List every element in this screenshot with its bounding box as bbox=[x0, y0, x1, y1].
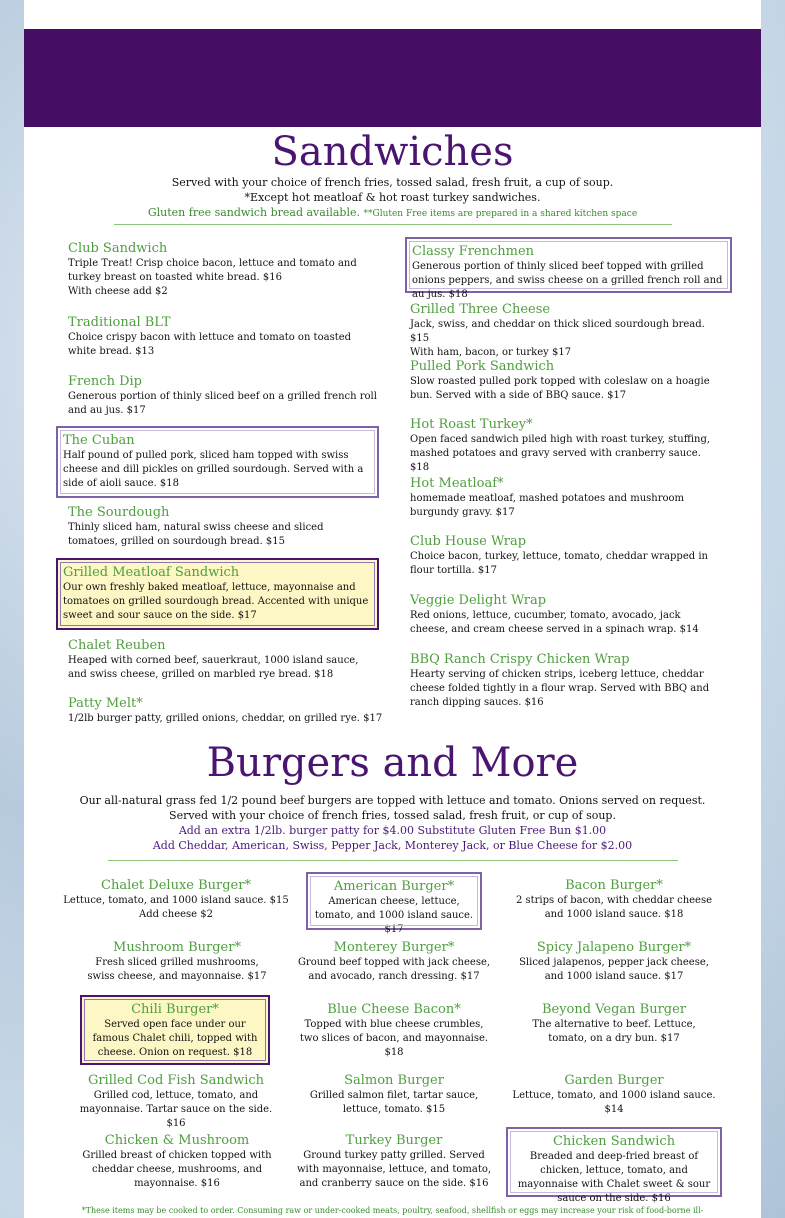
item-description: Open faced sandwich piled high with roast turkey, stuffing, mashed potatoes and gravy served with cranberry sauce. $18 bbox=[410, 434, 711, 473]
item-description: The alternative to beef. Lettuce, tomato, on a dry bun. $17 bbox=[532, 1019, 696, 1044]
menu-item bbox=[294, 1072, 494, 1117]
burgers-addon-line1: Add an extra 1/2lb. burger patty for $4.00 Substitute Gluten Free Bun $1.00 bbox=[178, 824, 607, 837]
item-extra: Add cheese $2 bbox=[138, 909, 214, 920]
item-name: French Dip bbox=[68, 374, 142, 389]
item-name: Mushroom Burger* bbox=[113, 940, 241, 955]
menu-page bbox=[24, 0, 761, 1218]
item-name: Chalet Reuben bbox=[68, 638, 166, 653]
item-description: Red onions, lettuce, cucumber, tomato, avocado, jack cheese, and cream cheese served in a spinach wrap. $14 bbox=[410, 610, 699, 635]
sandwiches-intro-line2: *Except hot meatloaf & hot roast turkey sandwiches. bbox=[244, 191, 541, 204]
gluten-free-bread-note: Gluten free sandwich bread available. bbox=[147, 206, 360, 219]
item-name: Grilled Meatloaf Sandwich bbox=[63, 565, 240, 580]
item-description: Served open face under our famous Chalet chili, topped with cheese. Onion on request. $18 bbox=[92, 1019, 258, 1058]
item-name: The Sourdough bbox=[68, 505, 170, 520]
item-description: Jack, swiss, and cheddar on thick sliced sourdough bread. $15 bbox=[410, 319, 705, 344]
menu-item bbox=[68, 373, 383, 418]
item-name: Classy Frenchmen bbox=[412, 244, 535, 259]
item-description: Heaped with corned beef, sauerkraut, 1000 island sauce, and swiss cheese, grilled on marbled rye bread. $18 bbox=[68, 655, 359, 680]
menu-item bbox=[410, 416, 720, 475]
item-description: Ground beef topped with jack cheese, and avocado, ranch dressing. $17 bbox=[297, 957, 491, 982]
item-description: Sliced jalapenos, pepper jack cheese, and 1000 island sauce. $17 bbox=[519, 957, 709, 982]
menu-item bbox=[68, 240, 358, 299]
item-name: Grilled Cod Fish Sandwich bbox=[87, 1073, 265, 1088]
featured-menu-item bbox=[306, 872, 482, 935]
menu-item bbox=[292, 1132, 496, 1191]
item-description: Grilled cod, lettuce, tomato, and mayonnaise. Tartar sauce on the side. $16 bbox=[79, 1090, 273, 1129]
food-safety-footnote: *These items may be cooked to order. Consuming raw or under-cooked meats, poultry, seafood, shellfish or eggs may increase your risk of food-borne ill- bbox=[81, 1206, 704, 1215]
menu-item bbox=[410, 475, 725, 520]
item-name: Grilled Three Cheese bbox=[410, 302, 551, 317]
item-description: Lettuce, tomato, and 1000 island sauce. $14 bbox=[512, 1090, 716, 1115]
gluten-free-note bbox=[24, 205, 761, 222]
burgers-title: Burgers and More bbox=[206, 740, 579, 786]
item-description: Fresh sliced grilled mushrooms, swiss cheese, and mayonnaise. $17 bbox=[87, 957, 267, 982]
item-name: Pulled Pork Sandwich bbox=[410, 359, 555, 374]
item-description: Triple Treat! Crisp choice bacon, lettuce and tomato and turkey breast on toasted white bread. $16 bbox=[68, 258, 357, 283]
item-extra: With cheese add $2 bbox=[68, 286, 168, 297]
header-banner bbox=[24, 29, 761, 127]
item-name: Club Sandwich bbox=[68, 241, 168, 256]
item-description: Generous portion of thinly sliced beef topped with grilled onions peppers, and swiss cheese on a grilled french roll and au jus. $18 bbox=[412, 261, 723, 300]
item-description: Our own freshly baked meatloaf, lettuce, mayonnaise and tomatoes on grilled sourdough bread. Accented with unique sweet and sour sauce on the side. $17 bbox=[63, 582, 369, 621]
menu-item bbox=[410, 651, 725, 710]
burgers-divider bbox=[108, 860, 678, 861]
menu-item bbox=[410, 592, 715, 637]
item-name: Traditional BLT bbox=[68, 315, 171, 330]
item-name: American Burger* bbox=[333, 879, 455, 894]
menu-item bbox=[82, 939, 272, 984]
featured-menu-item bbox=[405, 237, 732, 300]
item-name: Garden Burger bbox=[564, 1073, 664, 1088]
item-description: 2 strips of bacon, with cheddar cheese and 1000 island sauce. $18 bbox=[515, 895, 713, 920]
item-description: Lettuce, tomato, and 1000 island sauce. $15 bbox=[63, 895, 289, 906]
gluten-free-kitchen-note: **Gluten Free items are prepared in a shared kitchen space bbox=[363, 209, 638, 219]
item-name: Chicken Sandwich bbox=[552, 1134, 676, 1149]
sandwiches-title: Sandwiches bbox=[271, 129, 514, 175]
burgers-intro-line1: Our all-natural grass fed 1/2 pound beef burgers are topped with lettuce and tomato. Onions served on request. bbox=[79, 794, 706, 807]
burgers-intro-line2: Served with your choice of french fries, tossed salad, fresh fruit, or cup of soup. bbox=[169, 809, 616, 822]
item-description: Half pound of pulled pork, sliced ham topped with swiss cheese and dill pickles on grilled sourdough. Served with a side of aioli sauce. $18 bbox=[63, 450, 364, 489]
item-name: Club House Wrap bbox=[410, 534, 527, 549]
item-name: Blue Cheese Bacon* bbox=[327, 1002, 461, 1017]
menu-item bbox=[514, 877, 714, 922]
item-name: Salmon Burger bbox=[344, 1073, 444, 1088]
item-description: homemade meatloaf, mashed potatoes and mushroom burgundy gravy. $17 bbox=[410, 493, 685, 518]
item-description: Generous portion of thinly sliced beef on a grilled french roll and au jus. $17 bbox=[68, 391, 377, 416]
menu-item bbox=[82, 1132, 272, 1191]
item-description: Thinly sliced ham, natural swiss cheese and sliced tomatoes, grilled on sourdough bread. $15 bbox=[68, 522, 324, 547]
item-description: Grilled breast of chicken topped with cheddar cheese, mushrooms, and mayonnaise. $16 bbox=[82, 1150, 272, 1189]
menu-item bbox=[68, 695, 388, 726]
menu-item bbox=[68, 637, 368, 682]
item-name: Spicy Jalapeno Burger* bbox=[536, 940, 692, 955]
item-description: Slow roasted pulled pork topped with coleslaw on a hoagie bun. Served with a side of BBQ sauce. $17 bbox=[410, 376, 710, 401]
item-description: Topped with blue cheese crumbles, two slices of bacon, and mayonnaise. $18 bbox=[299, 1019, 489, 1058]
menu-item bbox=[68, 504, 368, 549]
menu-item bbox=[518, 939, 710, 984]
item-name: Bacon Burger* bbox=[565, 878, 663, 893]
item-description: Choice bacon, turkey, lettuce, tomato, cheddar wrapped in flour tortilla. $17 bbox=[410, 551, 708, 576]
item-name: Monterey Burger* bbox=[333, 940, 455, 955]
featured-menu-item bbox=[506, 1127, 722, 1204]
item-name: Beyond Vegan Burger bbox=[541, 1002, 687, 1017]
item-name: Chalet Deluxe Burger* bbox=[101, 878, 251, 893]
sandwiches-intro-line1: Served with your choice of french fries, tossed salad, fresh fruit, a cup of soup. bbox=[171, 176, 614, 189]
item-extra: With ham, bacon, or turkey $17 bbox=[410, 347, 572, 358]
burgers-intro bbox=[24, 793, 761, 853]
menu-item bbox=[512, 1072, 716, 1117]
item-description: Ground turkey patty grilled. Served with mayonnaise, lettuce, and tomato, and cranberry sauce on the side. $16 bbox=[296, 1150, 492, 1189]
highlighted-menu-item bbox=[56, 558, 379, 630]
menu-item bbox=[514, 1001, 714, 1046]
item-description: Grilled salmon filet, tartar sauce, lettuce, tomato. $15 bbox=[309, 1090, 479, 1115]
item-name: The Cuban bbox=[63, 433, 135, 448]
item-name: Chicken & Mushroom bbox=[104, 1133, 250, 1148]
menu-item bbox=[410, 533, 725, 578]
item-name: Veggie Delight Wrap bbox=[410, 593, 547, 608]
featured-menu-item bbox=[56, 426, 379, 498]
sandwiches-intro bbox=[24, 175, 761, 222]
highlighted-menu-item bbox=[80, 995, 270, 1065]
item-name: Hot Meatloaf* bbox=[410, 476, 504, 491]
sandwiches-divider bbox=[114, 224, 672, 225]
item-name: Patty Melt* bbox=[68, 696, 143, 711]
item-description: Breaded and deep-fried breast of chicken, lettuce, tomato, and mayonnaise with Chalet sweet & sour sauce on the side. $16 bbox=[517, 1151, 711, 1204]
item-name: Hot Roast Turkey* bbox=[410, 417, 533, 432]
item-name: Turkey Burger bbox=[345, 1133, 443, 1148]
item-description: Choice crispy bacon with lettuce and tomato on toasted white bread. $13 bbox=[68, 332, 352, 357]
item-name: BBQ Ranch Crispy Chicken Wrap bbox=[410, 652, 630, 667]
menu-item bbox=[62, 877, 290, 922]
menu-item bbox=[296, 1001, 492, 1060]
menu-item bbox=[410, 301, 725, 360]
item-description: Hearty serving of chicken strips, iceberg lettuce, cheddar cheese folded tightly in a flour wrap. Served with BBQ and ranch dipping sauces. $16 bbox=[410, 669, 710, 708]
burgers-addon-line2: Add Cheddar, American, Swiss, Pepper Jack, Monterey Jack, or Blue Cheese for $2.00 bbox=[152, 839, 633, 852]
menu-item bbox=[68, 314, 358, 359]
menu-item bbox=[70, 1072, 282, 1131]
item-description: American cheese, lettuce, tomato, and 1000 island sauce. $17 bbox=[314, 896, 474, 935]
item-description: 1/2lb burger patty, grilled onions, cheddar, on grilled rye. $17 bbox=[68, 713, 383, 724]
item-name: Chili Burger* bbox=[131, 1002, 219, 1017]
menu-item bbox=[296, 939, 492, 984]
menu-item bbox=[410, 358, 725, 403]
